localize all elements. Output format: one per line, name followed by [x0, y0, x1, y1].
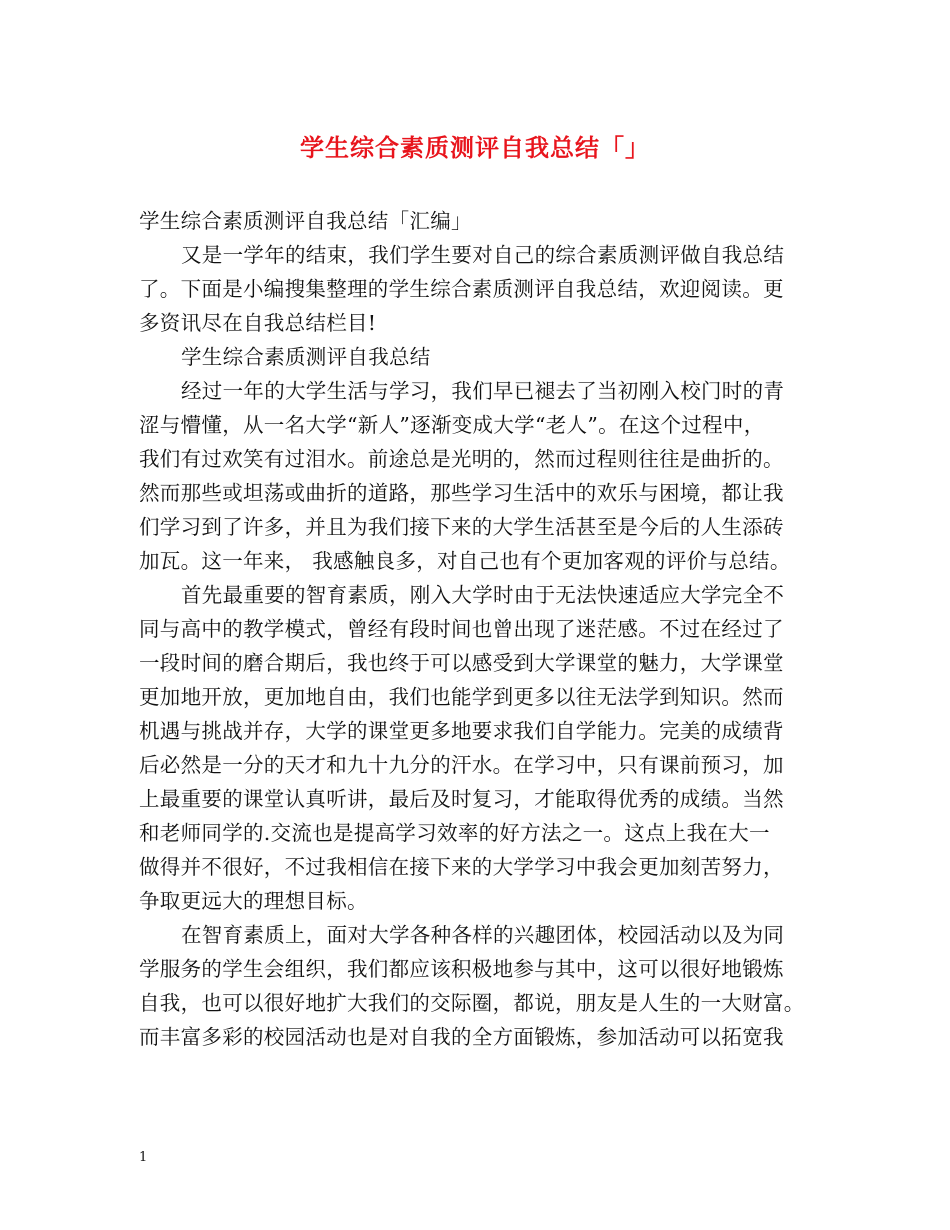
- text-line: 首先最重要的智育素质，刚入大学时由于无法快速适应大学完全不: [181, 583, 785, 607]
- text-line: 同与高中的教学模式，曾经有段时间也曾出现了迷茫感。不过在经过了: [139, 617, 784, 641]
- text-line: 上最重要的课堂认真听讲，最后及时复习，才能取得优秀的成绩。当然: [139, 787, 784, 811]
- text-line: 而丰富多彩的校园活动也是对自我的全方面锻炼，参加活动可以拓宽我: [139, 1025, 784, 1049]
- text-line: 经过一年的大学生活与学习，我们早已褪去了当初刚入校门时的青: [181, 379, 785, 403]
- section-heading: 学生综合素质测评自我总结: [181, 345, 431, 369]
- text-line: 我们有过欢笑有过泪水。前途总是光明的，然而过程则往往是曲折的。: [139, 447, 784, 471]
- text-line: 又是一学年的结束，我们学生要对自己的综合素质测评做自我总结: [181, 243, 785, 267]
- text-line: 和老师同学的.交流也是提高学习效率的好方法之一。这点上我在大一: [139, 821, 770, 845]
- text-line: 多资讯尽在自我总结栏目!: [139, 311, 377, 335]
- text-line: 在智育素质上，面对大学各种各样的兴趣团体，校园活动以及为同: [181, 923, 785, 947]
- text-line: 更加地开放，更加地自由，我们也能学到更多以往无法学到知识。然而: [139, 685, 784, 709]
- text-line: 涩与懵懂，从一名大学“新人”逐渐变成大学“老人”。在这个过程中，: [139, 413, 765, 437]
- text-line: 学生综合素质测评自我总结「汇编」: [139, 209, 472, 233]
- text-line: 学服务的学生会组织，我们都应该积极地参与其中，这可以很好地锻炼: [139, 957, 784, 981]
- text-line: 加瓦。这一年来， 我感触良多，对自己也有个更加客观的评价与总结。: [139, 549, 791, 573]
- text-line: 一段时间的磨合期后，我也终于可以感受到大学课堂的魅力，大学课堂: [139, 651, 784, 675]
- document-body: [139, 204, 814, 1054]
- text-line: 做得并不很好，不过我相信在接下来的大学学习中我会更加刻苦努力，: [139, 855, 784, 879]
- document-title: 学生综合素质测评自我总结「」: [300, 134, 650, 162]
- text-line: 机遇与挑战并存，大学的课堂更多地要求我们自学能力。完美的成绩背: [139, 719, 784, 743]
- text-line: 了。下面是小编搜集整理的学生综合素质测评自我总结，欢迎阅读。更: [139, 277, 784, 301]
- text-line: 然而那些或坦荡或曲折的道路，那些学习生活中的欢乐与困境，都让我: [139, 481, 784, 505]
- text-line: 自我，也可以很好地扩大我们的交际圈，都说，朋友是人生的一大财富。: [139, 991, 805, 1015]
- text-line: 后必然是一分的天才和九十九分的汗水。在学习中，只有课前预习，加: [139, 753, 784, 777]
- text-line: 争取更远大的理想目标。: [139, 889, 368, 913]
- text-line: 们学习到了许多，并且为我们接下来的大学生活甚至是今后的人生添砖: [139, 515, 784, 539]
- page-number: 1: [139, 1150, 148, 1165]
